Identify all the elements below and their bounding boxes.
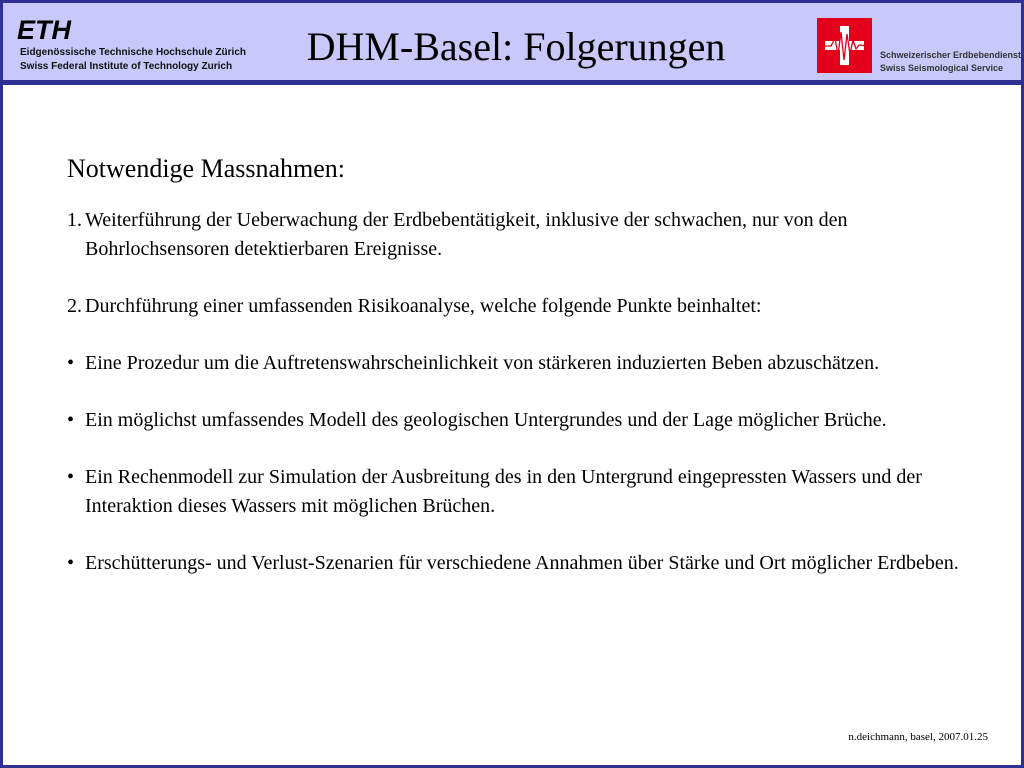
bullet-marker: • xyxy=(67,552,75,574)
list-item xyxy=(67,406,977,435)
list-item xyxy=(67,292,977,321)
list-item xyxy=(67,206,977,264)
eth-logo xyxy=(17,15,79,43)
sed-name-german: Schweizerischer Erdbebendienst xyxy=(880,50,1022,60)
swiss-seismo-logo-icon xyxy=(817,18,872,73)
bullet-marker: • xyxy=(67,352,75,374)
sed-name-english: Swiss Seismological Service xyxy=(880,63,1004,73)
list-item-text: Weiterführung der Ueberwachung der Erdbebentätigkeit, inklusive der schwachen, nur von den Bohrlochsensoren detektierbaren Ereignisse. xyxy=(85,209,848,260)
slide-body xyxy=(67,152,977,606)
list-item-text: Eine Prozedur um die Auftretenswahrscheinlichkeit von stärkeren induzierten Beben abzuschätzen. xyxy=(85,352,880,374)
list-item-text: Durchführung einer umfassenden Risikoanalyse, welche folgende Punkte beinhaltet: xyxy=(85,295,762,317)
eth-logo-text: ETH xyxy=(17,15,71,43)
list-item-text: Erschütterungs- und Verlust-Szenarien für verschiedene Annahmen über Stärke und Ort möglicher Erdbeben. xyxy=(85,552,959,574)
list-item-text: Ein möglichst umfassendes Modell des geologischen Untergrundes und der Lage möglicher Brüche. xyxy=(85,409,887,431)
list-marker: 2. xyxy=(67,295,82,317)
list-item xyxy=(67,349,977,378)
list-item-text: Ein Rechenmodell zur Simulation der Ausbreitung des in den Untergrund eingepressten Wassers und der Interaktion dieses Wassers mit möglichen Brüchen. xyxy=(85,466,922,517)
list-item xyxy=(67,463,977,521)
bullet-marker: • xyxy=(67,409,75,431)
eth-name-german: Eidgenössische Technische Hochschule Zürich xyxy=(20,47,246,58)
eth-name-english: Swiss Federal Institute of Technology Zurich xyxy=(20,61,233,72)
list-item xyxy=(67,549,977,578)
list-marker: 1. xyxy=(67,209,82,231)
slide-title: DHM-Basel: Folgerungen xyxy=(306,24,726,69)
bullet-marker: • xyxy=(67,466,75,488)
header-divider xyxy=(3,80,1021,85)
footer-credit: n.deichmann, basel, 2007.01.25 xyxy=(848,731,988,743)
slide-header xyxy=(3,3,1021,80)
content-heading: Notwendige Massnahmen: xyxy=(67,154,346,183)
